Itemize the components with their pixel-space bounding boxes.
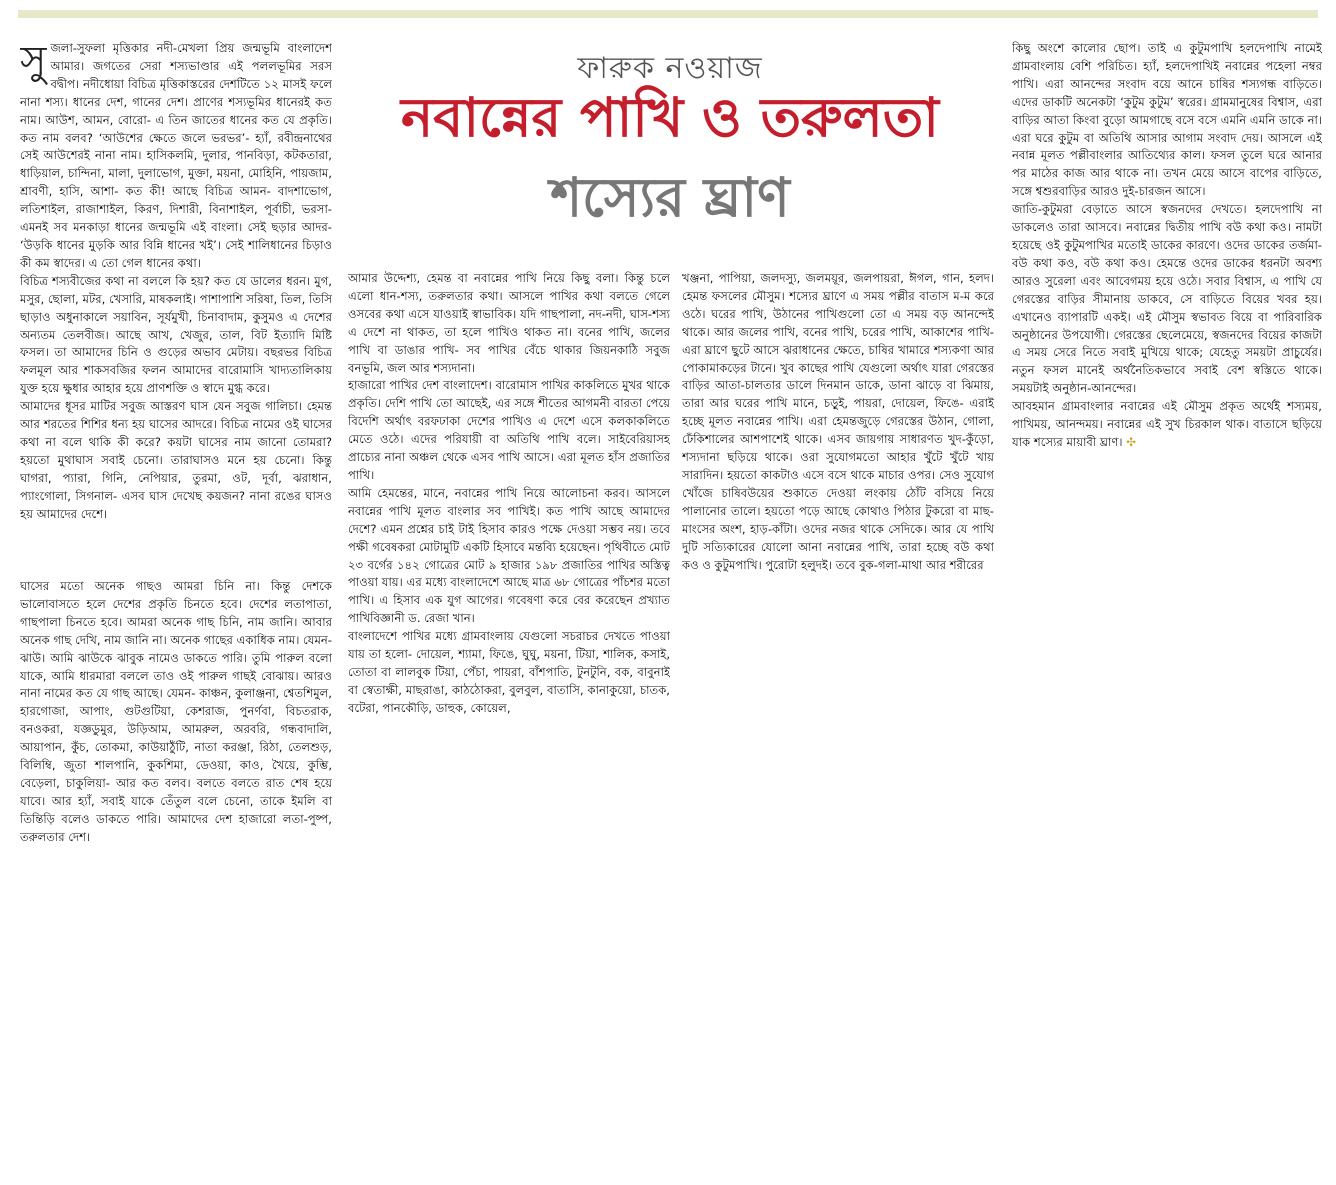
column1-paragraph-1: জলা-সুফলা মৃত্তিকার নদী-মেখলা প্রিয় জন্মভূমি বাংলাদেশ আমার। জগতের সেরা শস্যভাণ্ডার এই পললভূমির সরস বদ্বীপ। নদীধোয়া বিচিত্র মৃত্তিকাস্তরের দেশটিতে ১২ মাসই ফলে নানা শস্য। ধানের দেশ, গানের দেশ। প্রাণের শস্যভূমির ধানেরই কত নাম। আউশ, আমন, বোরো- এ তিন জাতের ধানের কত যে প্রকৃতি। কত নাম বলব? ‘আউশের ক্ষেতে জলে ভরভর’- হ্যাঁ, রবীন্দ্রনাথের সেই আউশেরই নানা নাম। হাসিকলমি, দুলার, পানবিড়া, কটকতারা, ধাড়িয়াল, চান্দিনা, মালা, দুলাভোগ, মুক্তা, ময়না, মোহিনি, পায়জাম, শ্রাবণী, হাসি, আশা- কত কী! আছে বিচিত্র আমন- বাদশাভোগ, লতিশাইল, রাজাশাইল, কিরণ, দিশারী, বিনাশাইল, পূর্বাচী, ভরসা- এমনই সব মনকাড়া ধানের জন্মভূমি এই বাংলা। সেই ছড়ার আদর- ‘উড়কি ধানের মুড়কি আর বিন্নি ধানের খই’। সেই শালিধানের চিড়াও কী কম স্বাদের। এ তো গেল ধানের কথা। [20,41,332,270]
end-mark-icon: ✣ [1126,434,1136,449]
column4-paragraph-3-text: আবহমান গ্রামবাংলার নবান্নের এই মৌসুম প্রকৃত অর্থেই শস্যময়, পাখিময়, আনন্দময়। নবান্নের এই সুখ চিরকাল থাক। বাতাসে ছড়িয়ে যাক শস্যের মায়াবী ঘ্রাণ। [1012,399,1322,449]
column2-paragraph-1: আমার উদ্দেশ্য, হেমন্ত বা নবান্নের পাখি নিয়ে কিছু বলা। কিন্তু চলে এলো ধান-শস্য, তরুলতার কথা। আসলে পাখির কথা বলতে গেলে ওসবের কথা এসে যাওয়াই স্বাভাবিক। যদি গাছপালা, নদ-নদী, ঘাস-শস্য এ দেশে না থাকত, তা হলে পাখিও থাকত না। বনের পাখি, জলের পাখি বা ডাঙার পাখি- সব পাখির বেঁচে থাকার জিয়নকাঠি সবুজ বনভূমি, জল আর শস্যদানা। [348,271,670,375]
article-column-1-continued [20,578,332,858]
article-column-3 [682,270,994,698]
headline: নবান্নের পাখি ও তরুলতা [401,86,939,149]
sub-headline: শস্যের ঘ্রাণ [550,166,790,229]
top-rule [18,10,1318,18]
article-column-2 [348,270,670,830]
column1-paragraph-2: বিচিত্র শস্যবীজের কথা না বললে কি হয়? কত যে ডালের ধরন। মুগ, মসুর, ছোলা, মটর, খেসারি, মাষকলাই। পাশাপাশি সরিষা, তিল, তিসি ছাড়াও অধুনাকালে সয়াবিন, সূর্যমুখী, চিনাবাদাম, কুসুমও এ দেশের অন্যতম তেলবীজ। আছে আখ, খেজুর, তাল, বিট ইত্যাদি মিষ্টি ফসল। তা আমাদের চিনি ও গুড়ের অভাব মেটায়। বছরভর বিচিত্র ফলমূল আর শাকসবজির ফলন আমাদের বারোমাসি খাদ্যতালিকায় যুক্ত হয়ে ক্ষুধার আহার হয়ে প্রাণশক্তি ও স্বাদে মুগ্ধ করে। [20,273,332,396]
column2-paragraph-4: বাংলাদেশে পাখির মধ্যে গ্রামবাংলায় যেগুলো সচরাচর দেখতে পাওয়া যায় তা হলো- দোয়েল, শ্যামা, ফিঙে, ঘুঘু, ময়না, টিয়া, শালিক, কসাই, তোতা বা লালবুক টিয়া, পেঁচা, পায়রা, বাঁশপাতি, টুনটুনি, বক, বাবুনাই বা স্বেতাক্ষী, মাছরাঙা, কাঠঠোকরা, বুলবুল, বাতাসি, কানাকুয়ো, চাতক, বটেরা, পানকৌড়ি, ডাহুক, কোয়েল, [348,629,670,715]
column1-paragraph-4: ঘাসের মতো অনেক গাছও আমরা চিনি না। কিন্তু দেশকে ভালোবাসতে হলে দেশের প্রকৃতি চিনতে হবে। দেশের লতাপাতা, গাছপালা চিনতে হবে। আমরা অনেক গাছ চিনি, নাম জানি। আবার অনেক গাছ দেখি, নাম জানি না। অনেক গাছের একাধিক নাম। যেমন- ঝাউ। আমি ঝাউকে ঝাবুক নামেও ডাকতে পারি। তুমি পারুল বলো যাকে, আমি ধারমারা বললে তাও ওই পারুল গাছই বোঝায়। আরও নানা নামের কত যে গাছ আছে। যেমন- কাঞ্চন, কুলাঞ্জনা, শ্বেতশিমুল, হারগোজা, আপাং, গুটগুটিয়া, কেশরাজ, পুনর্ণবা, বিচতরাক, বনওকরা, যজ্ঞডুমুর, উড়িআম, আমরুল, অরবরি, গন্ধবাদালি, আয়াপান, কুঁচ, তোকমা, কাউয়াঠুঁটি, নাতা করঞ্জা, রিঠা, তেলশুড়, বিলিম্বি, জুতা শালপানি, কুকশিমা, ডেওয়া, কাও, খৈয়ে, কুম্ভি, বেড়েলা, চাকুলিয়া- আর কত বলব। বলতে বলতে রাত শেষ হয়ে যাবে। আর হ্যাঁ, সবাই যাকে তেঁতুল বলে চেনো, তাকে ইমলি বা তিন্তিড়ি বলেও ডাকতে পারি। আমাদের দেশ হাজারো লতা-পুষ্প, তরুলতার দেশ। [20,579,332,844]
drop-cap: সু [20,40,47,84]
article-column-4 [1012,40,1322,520]
article-column-1 [20,40,332,575]
column4-paragraph-1: কিছু অংশে কালোর ছোপ। তাই এ কুটুমপাখি হলদেপাখি নামেই গ্রামবাংলায় বেশি পরিচিত। হ্যাঁ, হলদেপাখিই নবান্নের পহেলা নম্বর পাখি। এরা আনন্দের সংবাদ বয়ে আনে চাষির শস্যগন্ধ বাড়িতে। এদের ডাকটি অনেকটা ‘কুটুম কুটুম’ স্বরের। গ্রামমানুষের বিশ্বাস, এরা বাড়ির আতা কিংবা বুড়ো আমগাছে বসে বসে এমনি এমনি ডাকে না। এরা ঘরে কুটুম বা অতিথি আসার আগাম সংবাদ দেয়। আসলে এই নবান্ন মূলত পল্লীবাংলার আতিথ্যের কাল। ফসল তুলে ঘরে আনার পর মাঠের কাজ আর থাকে না। তখন মেয়ে আসে বাপের বাড়িতে, সঙ্গে শ্বশুরবাড়ির আরও দুই-চারজন আসে। [1012,41,1322,199]
column1-paragraph-3: আমাদের ধূসর মাটির সবুজ আস্তরণ ঘাস যেন সবুজ গালিচা। হেমন্ত আর শরতের শিশির ধন্য হয় ঘাসের আদরে। বিচিত্র নামের ওই ঘাসের কথা না বলে থাকি কী করে? কয়টা ঘাসের নাম জানো তোমরা? হয়তো মুথাঘাস সবাই চেনো। তারাঘাসও মনে হয় চেনো। কিন্তু ঘাগরা, প্যারা, গিনি, নেপিয়ার, তুরমা, ওট, দূর্বা, ঝরাধান, প্যাংগোলা, সিগনাল- এসব ঘাস দেখেছ কয়জন? নানা রঙের ঘাসও হয় আমাদের দেশে। [20,399,332,521]
column2-paragraph-3: আমি হেমন্তের, মানে, নবান্নের পাখি নিয়ে আলোচনা করব। আসলে নবান্নের পাখি মূলত বাংলার সব পাখিই। কত পাখি আছে আমাদের দেশে? এমন প্রশ্নের চাই টাই হিসাব কারও পক্ষে দেওয়া সম্ভব নয়। তবে পক্ষী গবেষকরা মোটামুটি একটি হিসাবে মন্তব্যি হয়েছেন। পৃথিবীতে মোট ২৩ বর্গের ১৪২ গোত্রের মোট ৯ হাজার ১৯৮ প্রজাতির পাখির অস্তিত্ব পাওয়া যায়। এর মধ্যে বাংলাদেশে আছে মাত্র ৬৮ গোত্রের পাঁচশর মতো পাখি। এ হিসাব এক যুগ আগের। গবেষণা করে বের করেছেন প্রখ্যাত পাখিবিজ্ঞানী ড. রেজা খান। [348,485,670,626]
author-name: ফারুক নওয়াজ [577,51,763,86]
column2-paragraph-2: হাজারো পাখির দেশ বাংলাদেশ। বারোমাস পাখির কাকলিতে মুখর থাকে প্রকৃতি। দেশি পাখি তো আছেই, এর সঙ্গে শীতের আগমনী বারতা পেয়ে বিদেশি অর্থাৎ বরফঢাকা দেশের পাখিও এ দেশে এসে কলকাকলিতে মেতে ওঠে। এদের পরিযায়ী বা অতিথি পাখি বলে। সাইবেরিয়াসহ প্রাচ্যের নানা অঞ্চল থেকে এসব পাখি আসে। এরা মূলত হাঁস প্রজাতির পাখি। [348,378,670,482]
column3-paragraph-1: খঞ্জনা, পাপিয়া, জলদস্যু, জলময়ূর, জলপায়রা, ঈগল, গান, হলদ। হেমন্ত ফসলের মৌসুম। শস্যের ঘ্রাণে এ সময় পল্লীর বাতাস ম-ম করে ওঠে। ঘরের পাখি, উঠানের পাখিগুলো তো এ সময় বড় আনন্দেই থাকে। আর জলের পাখি, বনের পাখি, চরের পাখি, আকাশের পাখি- এরা ঘ্রাণে ছুটে আসে ঝরাধানের ক্ষেতে, চাষির খামারে শস্যকণা আর পোকামাকড়ের টানে। খুব কাছের পাখি যেগুলো অর্থাৎ যারা গেরস্তের বাড়ির আতা-চালতার ডালে দিনমান ডাকে, ডানা ঝাড়ে বা ঝিমায়, তারা আর ঘরের পাখি মানে, চড়ুই, পায়রা, দোয়েল, ফিঙে- এরাই হচ্ছে মূলত নবান্নের পাখি। এরা হেমন্তজুড়ে গেরস্তের উঠান, গোলা, ঢেঁকিশালের আশপাশেই থাকে। এসব জায়গায় সাধারণত খুদ-কুঁড়ো, শস্যদানা ছড়িয়ে থাকে। ওরা সুযোগমতো আহার খুঁটে খুঁটে খায় সারাদিন। হয়তো কাকটাও এসে বসে থাকে মাচার ওপর। সেও সুযোগ খোঁজে চাষিবউয়ের শুকাতে দেওয়া লংকায় ঠোঁট বসিয়ে নিয়ে পালানোর তালে। হয়তো পড়ে আছে কোথাও পিঠার টুকরো বা মাছ-মাংসের অংশ, হাড়-কাঁটা। ওদের নজর থাকে সেদিকে। আর যে পাখি দুটি সত্যিকারের যোলো আনা নবান্নের পাখি, তারা হচ্ছে বউ কথা কও ও কুটুমপাখি। পুরোটা হলুদই। তবে বুক-গলা-মাথা আর শরীরের [682,271,994,572]
column4-paragraph-3 [1012,398,1322,452]
column4-paragraph-2: জাতি-কুটুমরা বেড়াতে আসে স্বজনদের দেখতে। হলদেপাখি না ডাকলেও তারা আসবে। নবান্নের দ্বিতীয় পাখি বউ কথা কও। নামটা হয়েছে ওই কুটুমপাখির মতোই ডাকের কারণে। ওদের ডাকের তর্জমা- বউ কথা কও, বউ কথা কও। হেমন্তে ওদের ডাকের ধরনটা অবশ্য আরও সুরেলা এবং আবেগময় হয়ে ওঠে। সবার বিশ্বাস, এ পাখি যে গেরস্তের বাড়ির সীমানায় ডাকবে, সে বাড়িতে বিয়ের খবর হয়। এখানেও ব্যাপারটি একই। এই মৌসুম স্বভাবত বিয়ে বা পারিবারিক অনুষ্ঠানের উপযোগী। গেরস্তের ছেলেমেয়ে, স্বজনদের বিয়ের কাজটা এ সময় সেরে নিতে সবাই মুখিয়ে থাকে; যেহেতু সময়টা প্রাচুর্যের। নতুন ফসল মানেই অর্থনৈতিকভাবে সবাই বেশ স্বস্তিতে থাকে। সময়টাই অনুষ্ঠান-আনন্দের। [1012,202,1322,396]
